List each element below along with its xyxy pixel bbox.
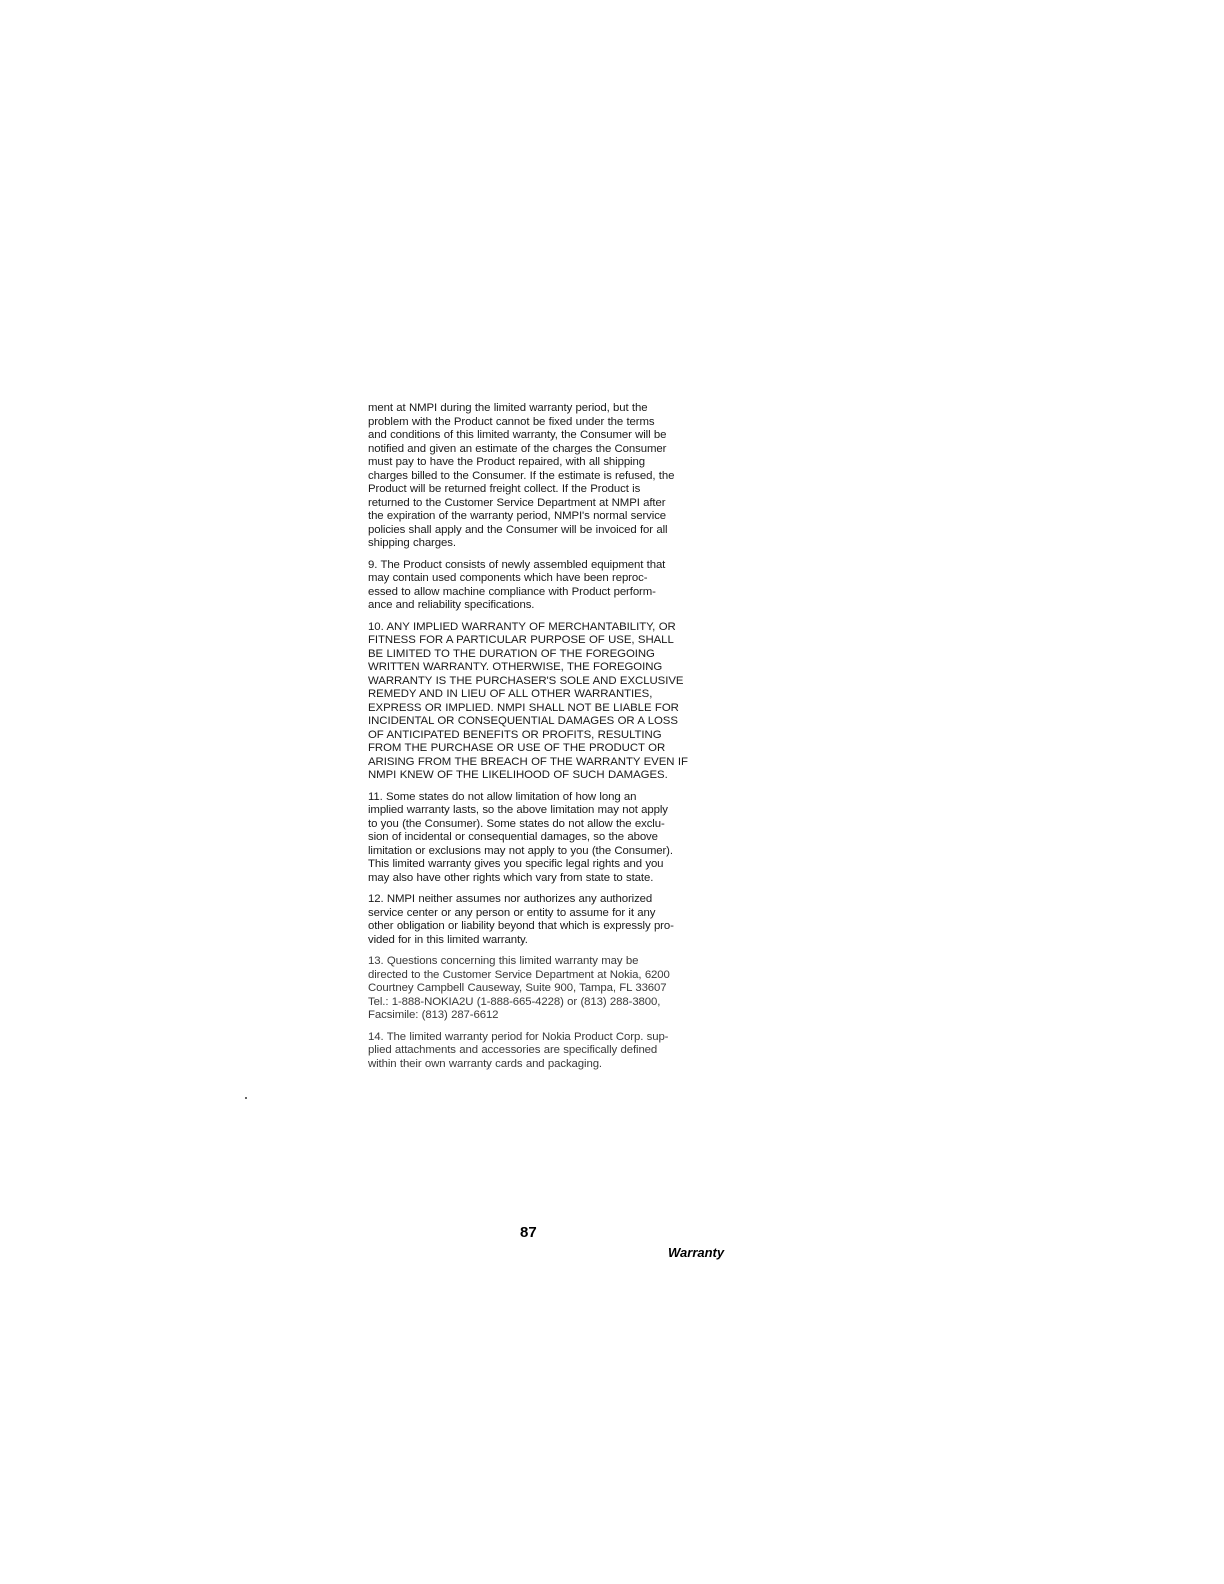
text-line: may contain used components which have been reproc- — [368, 572, 648, 584]
text-line: to you (the Consumer). Some states do not allow the exclu- — [368, 817, 665, 830]
text-line: Facsimile: (813) 287-6612 — [368, 1009, 499, 1021]
text-line: must pay to have the Product repaired, with all shipping — [368, 456, 645, 468]
text-line: EXPRESS OR IMPLIED. NMPI SHALL NOT BE LIABLE FOR — [368, 701, 679, 714]
text-line: may also have other rights which vary from state to state. — [368, 871, 654, 884]
text-line: Courtney Campbell Causeway, Suite 900, Tampa, FL 33607 — [368, 982, 667, 994]
text-line: 14. The limited warranty period for Nokia Product Corp. sup- — [368, 1030, 669, 1043]
text-line: problem with the Product cannot be fixed under the terms — [368, 415, 655, 428]
text-line: vided for in this limited warranty. — [368, 933, 528, 946]
text-line: 10. ANY IMPLIED WARRANTY OF MERCHANTABILITY, OR — [368, 620, 676, 633]
text-line: FROM THE PURCHASE OR USE OF THE PRODUCT OR — [368, 742, 666, 754]
text-line: Tel.: 1-888-NOKIA2U (1-888-665-4228) or (813) 288-3800, — [368, 995, 661, 1008]
text-line: shipping charges. — [368, 537, 456, 549]
text-line: ARISING FROM THE BREACH OF THE WARRANTY EVEN IF — [368, 755, 688, 768]
text-line: BE LIMITED TO THE DURATION OF THE FOREGOING — [368, 647, 655, 660]
text-line: This limited warranty gives you specific legal rights and you — [368, 858, 664, 870]
text-line: REMEDY AND IN LIEU OF ALL OTHER WARRANTIES, — [368, 688, 653, 700]
text-line: NMPI KNEW OF THE LIKELIHOOD OF SUCH DAMAGES. — [368, 769, 668, 781]
body-text-column — [368, 402, 732, 1079]
text-line: sion of incidental or consequential damages, so the above — [368, 831, 658, 843]
text-line: charges billed to the Consumer. If the estimate is refused, the — [368, 469, 675, 482]
text-line: and conditions of this limited warranty, the Consumer will be — [368, 429, 667, 441]
text-line: ment at NMPI during the limited warranty period, but the — [368, 402, 648, 414]
text-line: WRITTEN WARRANTY. OTHERWISE, THE FOREGOING — [368, 661, 663, 673]
page-number: 87 — [520, 1224, 537, 1241]
text-line: directed to the Customer Service Department at Nokia, 6200 — [368, 968, 670, 981]
text-line: service center or any person or entity to assume for it any — [368, 906, 656, 919]
section-name: Warranty — [668, 1245, 725, 1260]
text-line: 11. Some states do not allow limitation of how long an — [368, 790, 637, 803]
text-line: 13. Questions concerning this limited warranty may be — [368, 955, 639, 967]
text-line: plied attachments and accessories are specifically defined — [368, 1044, 658, 1056]
text-line: FITNESS FOR A PARTICULAR PURPOSE OF USE, SHALL — [368, 634, 674, 646]
text-line: limitation or exclusions may not apply to you (the Consumer). — [368, 844, 673, 857]
paragraph-p12 — [368, 893, 732, 947]
paragraph-p13 — [368, 955, 732, 1023]
paragraph-p11 — [368, 791, 732, 886]
text-line: Product will be returned freight collect. If the Product is — [368, 483, 641, 495]
text-line: 9. The Product consists of newly assembled equipment that — [368, 558, 666, 571]
text-line: returned to the Customer Service Department at NMPI after — [368, 496, 666, 509]
text-line: 12. NMPI neither assumes nor authorizes any authorized — [368, 893, 653, 905]
stray-mark — [245, 1097, 247, 1099]
text-line: other obligation or liability beyond that which is expressly pro- — [368, 920, 674, 932]
text-line: essed to allow machine compliance with Product perform- — [368, 585, 656, 598]
text-line: implied warranty lasts, so the above limitation may not apply — [368, 804, 668, 816]
text-line: INCIDENTAL OR CONSEQUENTIAL DAMAGES OR A LOSS — [368, 715, 678, 727]
text-line: notified and given an estimate of the charges the Consumer — [368, 442, 667, 455]
paragraph-p14 — [368, 1031, 732, 1072]
paragraph-p9 — [368, 559, 732, 613]
text-line: ance and reliability specifications. — [368, 599, 535, 611]
text-line: within their own warranty cards and packaging. — [368, 1057, 602, 1070]
text-line: OF ANTICIPATED BENEFITS OR PROFITS, RESULTING — [368, 728, 662, 741]
text-line: the expiration of the warranty period, NMPI's normal service — [368, 510, 667, 522]
text-line: policies shall apply and the Consumer will be invoiced for all — [368, 523, 668, 536]
text-line: WARRANTY IS THE PURCHASER'S SOLE AND EXCLUSIVE — [368, 674, 684, 687]
paragraph-p10 — [368, 621, 732, 783]
paragraph-p8-continued — [368, 402, 732, 551]
